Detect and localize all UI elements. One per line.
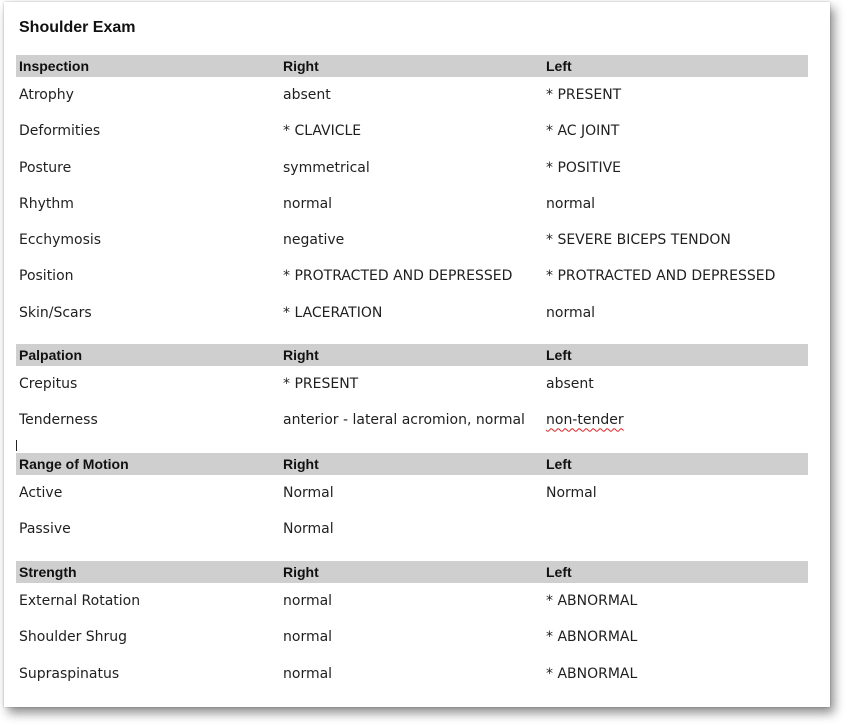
row-label: Ecchymosis: [19, 232, 102, 249]
row-right-value[interactable]: * CLAVICLE: [283, 123, 362, 140]
table-row: [16, 77, 808, 113]
row-left-value[interactable]: * PROTRACTED AND DEPRESSED: [546, 268, 776, 285]
row-right-value[interactable]: Normal: [283, 521, 334, 538]
table-row: [16, 619, 808, 655]
row-right-value[interactable]: * PRESENT: [283, 376, 359, 392]
table-row: [16, 402, 808, 438]
table-row: [16, 366, 808, 402]
row-label: Passive: [19, 521, 71, 538]
section-strength: [16, 561, 808, 692]
row-right-value[interactable]: absent: [283, 87, 331, 103]
header-left: Left: [546, 564, 572, 580]
row-left-value[interactable]: * AC JOINT: [546, 123, 620, 140]
table-row: [16, 113, 808, 149]
table-row: [16, 258, 808, 294]
table-row: [16, 150, 808, 186]
row-left-value[interactable]: normal: [546, 195, 596, 212]
row-label: Posture: [19, 159, 72, 176]
row-left-value[interactable]: Normal: [546, 485, 597, 501]
row-label: Skin/Scars: [19, 304, 92, 321]
row-label: Shoulder Shrug: [19, 629, 128, 646]
section-header: [16, 453, 808, 475]
row-label: Deformities: [19, 123, 101, 140]
row-right-value[interactable]: normal: [283, 593, 333, 609]
row-right-value[interactable]: * LACERATION: [283, 304, 383, 321]
section-header: [16, 344, 808, 366]
section-header: [16, 55, 808, 77]
row-left-value[interactable]: * PRESENT: [546, 87, 622, 103]
row-right-value[interactable]: negative: [283, 232, 345, 249]
text-cursor: [16, 440, 17, 451]
header-right: Right: [283, 564, 319, 580]
row-label: Atrophy: [19, 87, 74, 103]
row-label: Position: [19, 268, 74, 285]
row-label: Supraspinatus: [19, 665, 120, 682]
section-header: [16, 561, 808, 583]
section-palpation: [16, 344, 808, 439]
table-row: [16, 475, 808, 511]
row-left-value[interactable]: absent: [546, 376, 594, 392]
row-left-value[interactable]: non-tender: [546, 412, 624, 429]
table-row: [16, 295, 808, 331]
table-row: [16, 583, 808, 619]
header-left: Left: [546, 456, 572, 472]
header-right: Right: [283, 456, 319, 472]
row-label: Tenderness: [19, 412, 98, 429]
table-row: [16, 656, 808, 692]
row-right-value[interactable]: anterior - lateral acromion, normal: [283, 412, 525, 429]
row-right-value[interactable]: normal: [283, 195, 333, 212]
row-right-value[interactable]: symmetrical: [283, 159, 370, 176]
header-category: Palpation: [19, 347, 83, 363]
row-label: External Rotation: [19, 593, 141, 609]
table-row: [16, 222, 808, 258]
row-label: Crepitus: [19, 376, 78, 392]
row-left-value[interactable]: * ABNORMAL: [546, 593, 638, 609]
row-left-value[interactable]: normal: [546, 304, 596, 321]
row-right-value[interactable]: Normal: [283, 485, 334, 501]
table-row: [16, 511, 808, 547]
row-label: Active: [19, 485, 63, 501]
row-left-value[interactable]: * ABNORMAL: [546, 629, 638, 646]
header-right: Right: [283, 347, 319, 363]
header-category: Inspection: [19, 58, 90, 74]
row-right-value[interactable]: * PROTRACTED AND DEPRESSED: [283, 268, 513, 285]
section-range-of-motion: [16, 453, 808, 548]
document-title: Shoulder Exam: [19, 19, 136, 36]
section-inspection: [16, 55, 808, 331]
header-left: Left: [546, 58, 572, 74]
row-left-value[interactable]: * ABNORMAL: [546, 665, 638, 682]
row-right-value[interactable]: normal: [283, 665, 333, 682]
row-left-value[interactable]: * POSITIVE: [546, 159, 622, 176]
table-row: [16, 186, 808, 222]
header-category: Strength: [19, 564, 77, 580]
header-right: Right: [283, 58, 319, 74]
row-left-value[interactable]: * SEVERE BICEPS TENDON: [546, 232, 731, 249]
row-label: Rhythm: [19, 195, 74, 212]
header-category: Range of Motion: [19, 456, 129, 472]
row-right-value[interactable]: normal: [283, 629, 333, 646]
header-left: Left: [546, 347, 572, 363]
